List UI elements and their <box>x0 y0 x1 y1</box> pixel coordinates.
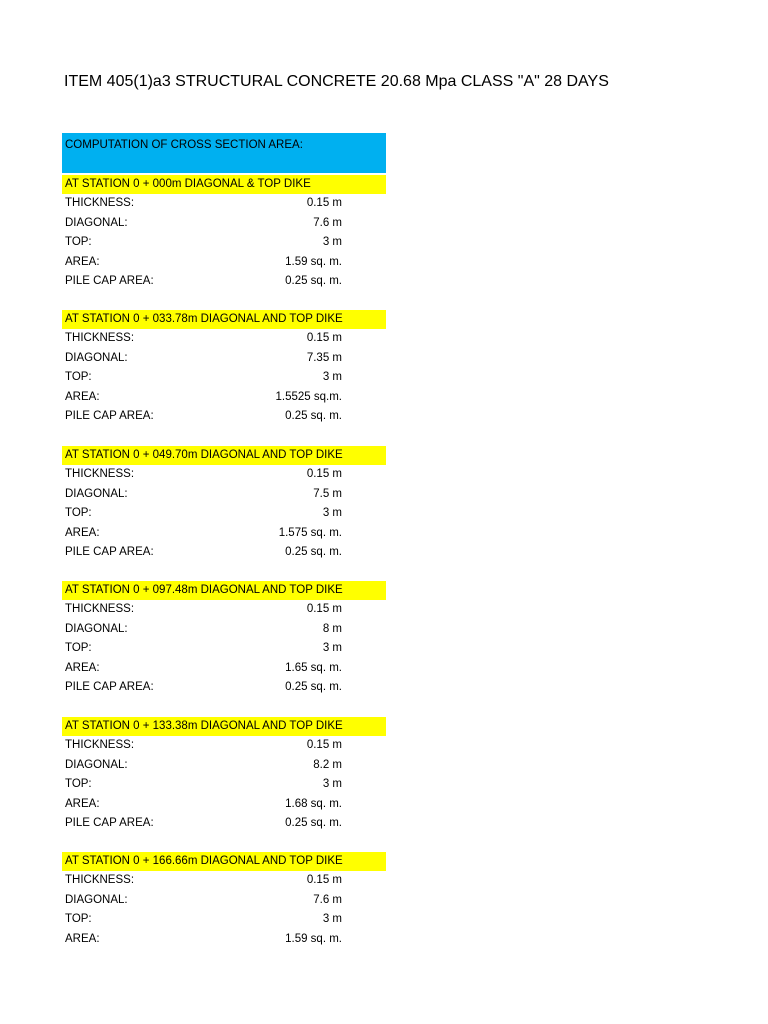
station-section <box>62 310 402 427</box>
data-row <box>62 504 402 524</box>
data-row <box>62 814 402 834</box>
data-row <box>62 930 402 950</box>
data-row <box>62 524 402 544</box>
row-value: 1.59 sq. m. <box>285 255 342 268</box>
row-label: TOP: <box>65 778 92 790</box>
station-section <box>62 446 402 563</box>
data-row <box>62 756 402 776</box>
row-label: TOP: <box>65 913 92 925</box>
row-label: DIAGONAL: <box>65 622 128 635</box>
data-row <box>62 910 402 930</box>
row-value: 0.15 m <box>306 603 342 615</box>
row-label: AREA: <box>65 526 100 539</box>
row-label: TOP: <box>65 371 92 383</box>
data-row <box>62 775 402 795</box>
row-value: 1.65 sq. m. <box>285 661 342 674</box>
data-row <box>62 659 402 679</box>
data-row <box>62 465 402 485</box>
data-row <box>62 600 402 620</box>
station-header: AT STATION 0 + 049.70m DIAGONAL AND TOP DIKE <box>62 446 386 465</box>
station-section <box>62 175 402 292</box>
row-value: 7.6 m <box>313 216 342 229</box>
data-row <box>62 253 402 273</box>
station-header: AT STATION 0 + 033.78m DIAGONAL AND TOP DIKE <box>62 310 386 329</box>
row-value: 3 m <box>322 913 342 925</box>
data-row <box>62 329 402 349</box>
row-label: THICKNESS: <box>65 332 135 344</box>
station-section <box>62 852 402 949</box>
data-row <box>62 891 402 911</box>
row-value: 3 m <box>322 507 342 519</box>
row-label: THICKNESS: <box>65 603 135 615</box>
row-label: DIAGONAL: <box>65 487 128 500</box>
data-row <box>62 678 402 698</box>
row-value: 0.25 sq. m. <box>285 681 342 693</box>
station-section <box>62 717 402 834</box>
row-value: 0.25 sq. m. <box>285 546 342 558</box>
row-value: 0.25 sq. m. <box>285 275 342 287</box>
row-value: 0.15 m <box>306 874 342 886</box>
row-label: THICKNESS: <box>65 197 135 209</box>
row-value: 8.2 m <box>313 758 342 771</box>
data-row <box>62 736 402 756</box>
station-section <box>62 581 402 698</box>
row-label: AREA: <box>65 797 100 810</box>
row-label: TOP: <box>65 236 92 248</box>
row-label: PILE CAP AREA: <box>65 817 154 829</box>
row-value: 1.5525 sq.m. <box>275 390 342 403</box>
data-row <box>62 871 402 891</box>
row-value: 0.25 sq. m. <box>285 410 342 422</box>
data-row <box>62 272 402 292</box>
data-row <box>62 795 402 815</box>
row-label: PILE CAP AREA: <box>65 275 154 287</box>
station-header: AT STATION 0 + 097.48m DIAGONAL AND TOP DIKE <box>62 581 386 600</box>
row-value: 0.15 m <box>306 332 342 344</box>
station-header: AT STATION 0 + 133.38m DIAGONAL AND TOP DIKE <box>62 717 386 736</box>
row-value: 7.5 m <box>313 487 342 500</box>
row-value: 0.15 m <box>306 468 342 480</box>
row-value: 0.15 m <box>306 197 342 209</box>
data-row <box>62 388 402 408</box>
row-value: 7.35 m <box>306 351 342 364</box>
data-row <box>62 368 402 388</box>
row-value: 1.59 sq. m. <box>285 932 342 945</box>
data-row <box>62 543 402 563</box>
row-value: 3 m <box>322 371 342 383</box>
row-label: DIAGONAL: <box>65 351 128 364</box>
row-label: DIAGONAL: <box>65 216 128 229</box>
data-row <box>62 194 402 214</box>
page-title: ITEM 405(1)a3 STRUCTURAL CONCRETE 20.68 Mpa CLASS "A" 28 DAYS <box>64 73 609 90</box>
data-row <box>62 407 402 427</box>
row-label: THICKNESS: <box>65 739 135 751</box>
row-label: PILE CAP AREA: <box>65 546 154 558</box>
row-label: TOP: <box>65 507 92 519</box>
data-row <box>62 639 402 659</box>
row-label: DIAGONAL: <box>65 893 128 906</box>
data-row <box>62 214 402 234</box>
row-label: AREA: <box>65 255 100 268</box>
row-label: AREA: <box>65 932 100 945</box>
row-value: 0.15 m <box>306 739 342 751</box>
row-label: PILE CAP AREA: <box>65 681 154 693</box>
data-row <box>62 233 402 253</box>
row-value: 0.25 sq. m. <box>285 817 342 829</box>
row-label: AREA: <box>65 661 100 674</box>
row-value: 1.68 sq. m. <box>285 797 342 810</box>
row-value: 3 m <box>322 236 342 248</box>
row-value: 8 m <box>322 622 342 635</box>
data-row <box>62 485 402 505</box>
data-row <box>62 349 402 369</box>
row-label: AREA: <box>65 390 100 403</box>
row-value: 3 m <box>322 642 342 654</box>
station-header: AT STATION 0 + 000m DIAGONAL & TOP DIKE <box>62 175 386 194</box>
row-value: 7.6 m <box>313 893 342 906</box>
cross-section-header: COMPUTATION OF CROSS SECTION AREA: <box>62 133 386 173</box>
row-value: 1.575 sq. m. <box>278 526 342 539</box>
station-header: AT STATION 0 + 166.66m DIAGONAL AND TOP DIKE <box>62 852 386 871</box>
row-label: DIAGONAL: <box>65 758 128 771</box>
data-row <box>62 620 402 640</box>
row-label: THICKNESS: <box>65 874 135 886</box>
row-label: THICKNESS: <box>65 468 135 480</box>
row-label: PILE CAP AREA: <box>65 410 154 422</box>
row-label: TOP: <box>65 642 92 654</box>
row-value: 3 m <box>322 778 342 790</box>
